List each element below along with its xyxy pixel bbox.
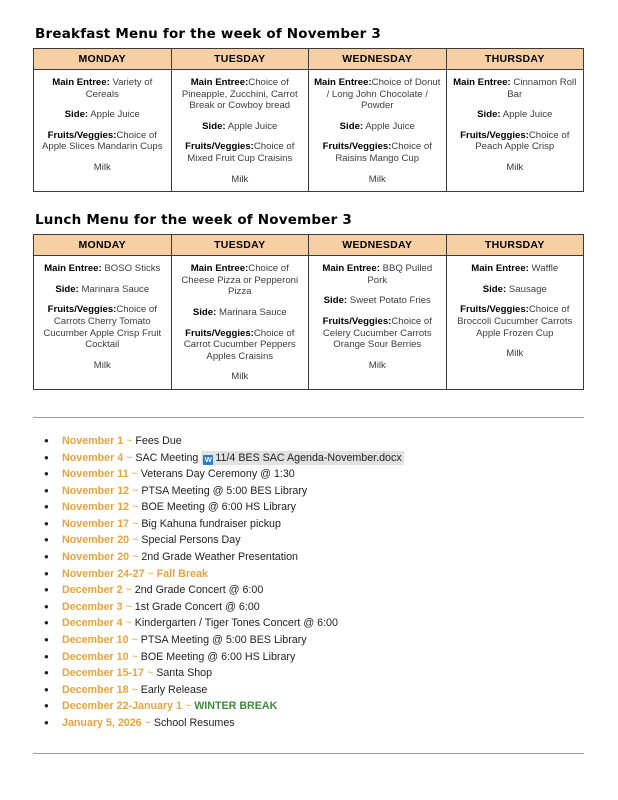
fruits-veggies-block — [451, 304, 580, 339]
entree-block — [176, 77, 305, 112]
entree-value: Waffle — [528, 263, 559, 275]
entree-value: Choice of Donut / Long John Chocolate / Powder — [326, 77, 441, 112]
fruits-veggies-value: Choice of Mixed Fruit Cup Craisins — [187, 141, 295, 164]
fruits-veggies-label: Fruits/Veggies: — [460, 129, 529, 141]
entree-label: Main Entree: — [322, 263, 380, 275]
event-description: Fees Due — [135, 434, 182, 447]
side-block — [38, 284, 167, 296]
milk-value: Milk — [368, 173, 386, 185]
event-item — [33, 715, 588, 732]
side-label: Side: — [202, 120, 226, 132]
event-description: PTSA Meeting @ 5:00 BES Library — [140, 634, 307, 647]
entree-block — [38, 263, 167, 275]
fruits-veggies-value: Choice of Celery Cucumber Carrots Orange Sour Berries — [322, 315, 432, 351]
event-description: PTSA Meeting @ 5:00 BES Library — [141, 484, 308, 497]
milk-value: Milk — [93, 359, 111, 371]
divider-bottom — [33, 753, 584, 754]
breakfast-col-tuesday: TUESDAY — [171, 49, 309, 70]
entree-block — [451, 77, 580, 100]
side-label: Side: — [482, 283, 507, 295]
event-separator: ~ — [128, 683, 141, 696]
event-description: Early Release — [140, 683, 208, 696]
fruits-veggies-block — [176, 141, 305, 164]
event-item — [33, 698, 588, 715]
event-date: January 5, 2026 — [62, 717, 142, 729]
breakfast-col-wednesday: WEDNESDAY — [309, 49, 447, 70]
event-separator: ~ — [129, 484, 142, 497]
fruits-veggies-value: Choice of Raisins Mango Cup — [335, 141, 432, 164]
fruits-veggies-label: Fruits/Veggies: — [185, 327, 254, 339]
side-block — [313, 295, 442, 307]
side-value: Sausage — [506, 283, 547, 295]
fruits-veggies-label: Fruits/Veggies: — [322, 141, 392, 153]
side-block — [313, 121, 442, 133]
event-date: November 20 — [62, 551, 130, 564]
event-date: December 3 — [62, 600, 123, 613]
event-description: Veterans Day Ceremony @ 1:30 — [140, 468, 295, 481]
entree-value: BOSO Sticks — [101, 263, 161, 275]
fruits-veggies-label: Fruits/Veggies: — [47, 129, 117, 141]
entree-label: Main Entree: — [453, 77, 511, 88]
event-date: November 12 — [62, 501, 130, 514]
side-value: Marinara Sauce — [216, 306, 287, 318]
lunch-header-row — [34, 235, 584, 256]
event-item — [33, 582, 588, 599]
lunch-cell-tuesday — [171, 256, 309, 390]
event-description: Santa Shop — [156, 667, 213, 680]
fruits-veggies-value: Choice of Apple Slices Mandarin Cups — [41, 129, 163, 153]
entree-label: Main Entree: — [52, 77, 110, 88]
side-block — [176, 307, 305, 319]
breakfast-heading: Breakfast Menu for the week of November 3 — [35, 26, 381, 42]
event-separator: ~ — [123, 451, 136, 464]
side-label: Side: — [55, 283, 79, 295]
side-label: Side: — [64, 109, 89, 121]
event-description: Big Kahuna fundraiser pickup — [141, 517, 281, 530]
event-item — [33, 532, 588, 549]
breakfast-cell-thursday — [446, 70, 584, 192]
event-separator: ~ — [129, 551, 142, 564]
breakfast-section — [33, 26, 588, 192]
word-doc-icon: W — [204, 454, 212, 464]
event-separator: ~ — [128, 634, 141, 647]
lunch-col-monday: MONDAY — [34, 235, 172, 256]
fruits-veggies-value: Choice of Carrots Cherry Tomato Cucumber Apple Crisp Fruit Cocktail — [43, 304, 162, 351]
event-description: Kindergarten / Tiger Tones Concert @ 6:00 — [134, 617, 338, 630]
event-description: SAC Meeting — [135, 451, 199, 464]
event-description: BOE Meeting @ 6:00 HS Library — [141, 501, 296, 514]
event-date: November 1 — [62, 434, 124, 447]
side-label: Side: — [323, 295, 348, 307]
event-description: WINTER BREAK — [194, 700, 278, 713]
event-item — [33, 433, 588, 450]
event-separator: ~ — [129, 534, 142, 547]
event-description: 2nd Grade Weather Presentation — [141, 551, 298, 564]
entree-value: BBQ Pulled Pork — [367, 263, 433, 286]
breakfast-body-row — [34, 70, 584, 192]
event-separator: ~ — [128, 650, 141, 663]
event-item — [33, 649, 588, 666]
event-item — [33, 499, 588, 516]
event-separator: ~ — [129, 501, 142, 514]
event-description: 2nd Grade Concert @ 6:00 — [134, 584, 264, 597]
fruits-veggies-label: Fruits/Veggies: — [322, 315, 392, 327]
attachment-filename[interactable]: 11/4 BES SAC Agenda-November.docx — [215, 451, 402, 464]
entree-label: Main Entree: — [190, 263, 249, 275]
breakfast-cell-wednesday — [309, 70, 447, 192]
lunch-col-tuesday: TUESDAY — [171, 235, 309, 256]
fruits-veggies-block — [451, 130, 580, 153]
entree-value: Choice of Cheese Pizza or Pepperoni Pizza — [181, 263, 299, 298]
event-item — [33, 632, 588, 649]
entree-value: Variety of Cereals — [85, 77, 153, 100]
event-separator: ~ — [123, 434, 136, 447]
lunch-menu-table — [33, 234, 584, 390]
lunch-col-thursday: THURSDAY — [446, 235, 584, 256]
milk-value: Milk — [93, 161, 111, 173]
side-block — [451, 109, 580, 121]
event-item — [33, 682, 588, 699]
fruits-veggies-value: Choice of Carrot Cucumber Peppers Apples Craisins — [183, 327, 296, 362]
event-date: December 4 — [62, 617, 123, 630]
entree-label: Main Entree: — [314, 77, 372, 88]
event-separator: ~ — [144, 667, 157, 680]
milk-value: Milk — [231, 371, 249, 383]
event-date: November 20 — [62, 534, 130, 547]
event-separator: ~ — [122, 600, 135, 613]
event-date: November 17 — [62, 517, 130, 530]
side-label: Side: — [477, 109, 501, 121]
entree-block — [451, 263, 580, 275]
entree-value: Cinnamon Roll Bar — [507, 77, 577, 100]
event-item — [33, 566, 588, 583]
event-date: November 24-27 — [62, 567, 145, 580]
entree-block — [313, 77, 442, 112]
event-item — [33, 466, 588, 483]
side-label: Side: — [192, 306, 217, 318]
fruits-veggies-value: Choice of Peach Apple Crisp — [475, 129, 570, 153]
breakfast-header-row — [34, 49, 584, 70]
entree-label: Main Entree: — [471, 263, 529, 275]
fruits-veggies-block — [313, 316, 442, 351]
side-value: Apple Juice — [88, 109, 140, 121]
entree-label: Main Entree: — [190, 77, 249, 88]
breakfast-cell-tuesday — [171, 70, 309, 192]
event-date: December 10 — [62, 634, 129, 647]
side-block — [451, 284, 580, 296]
events-list — [33, 433, 588, 732]
event-separator: ~ — [144, 567, 157, 580]
milk-value: Milk — [368, 359, 386, 371]
fruits-veggies-block — [38, 130, 167, 153]
fruits-veggies-block — [38, 304, 167, 350]
side-value: Apple Juice — [500, 109, 553, 121]
event-separator: ~ — [122, 584, 135, 597]
side-value: Sweet Potato Fries — [347, 295, 431, 307]
lunch-cell-wednesday — [309, 256, 447, 390]
event-item — [33, 450, 588, 467]
event-date: December 18 — [62, 683, 129, 696]
side-label: Side: — [339, 120, 364, 132]
entree-block — [38, 77, 167, 100]
fruits-veggies-block — [313, 141, 442, 164]
divider-top — [33, 417, 584, 418]
event-item — [33, 483, 588, 500]
event-item — [33, 549, 588, 566]
lunch-cell-monday — [34, 256, 172, 390]
event-date: December 15-17 — [62, 667, 144, 680]
entree-label: Main Entree: — [44, 263, 102, 275]
event-date: November 11 — [62, 468, 129, 481]
lunch-heading: Lunch Menu for the week of November 3 — [35, 212, 352, 229]
event-description: School Resumes — [153, 717, 235, 729]
event-date: December 10 — [62, 650, 129, 663]
event-separator: ~ — [122, 617, 135, 630]
side-value: Apple Juice — [225, 120, 278, 132]
lunch-section — [33, 212, 588, 390]
fruits-veggies-block — [176, 328, 305, 363]
milk-value: Milk — [506, 161, 524, 173]
event-date: December 22-January 1 — [62, 700, 183, 713]
milk-value: Milk — [506, 348, 524, 360]
breakfast-col-thursday: THURSDAY — [446, 49, 584, 70]
side-block — [38, 109, 167, 121]
event-description: 1st Grade Concert @ 6:00 — [134, 600, 260, 613]
event-item — [33, 615, 588, 632]
event-item — [33, 516, 588, 533]
entree-block — [176, 263, 305, 298]
event-date: November 12 — [62, 484, 130, 497]
event-separator: ~ — [128, 468, 141, 481]
fruits-veggies-label: Fruits/Veggies: — [460, 304, 529, 316]
event-separator: ~ — [129, 517, 142, 530]
breakfast-cell-monday — [34, 70, 172, 192]
event-description: Special Persons Day — [141, 534, 241, 547]
event-date: December 2 — [62, 584, 123, 597]
breakfast-menu-table — [33, 48, 584, 192]
event-date: November 4 — [62, 451, 124, 464]
lunch-cell-thursday — [446, 256, 584, 390]
event-description: BOE Meeting @ 6:00 HS Library — [140, 650, 296, 663]
event-item — [33, 599, 588, 616]
entree-block — [313, 263, 442, 286]
fruits-veggies-value: Choice of Broccoli Cucumber Carrots Apple Frozen Cup — [457, 304, 573, 339]
side-value: Marinara Sauce — [78, 283, 150, 295]
entree-value: Choice of Pineapple, Zucchini, Carrot Break or Cowboy bread — [181, 77, 298, 112]
fruits-veggies-label: Fruits/Veggies: — [47, 304, 117, 316]
event-description: Fall Break — [156, 567, 208, 580]
fruits-veggies-label: Fruits/Veggies: — [185, 141, 254, 153]
breakfast-col-monday: MONDAY — [34, 49, 172, 70]
lunch-col-wednesday: WEDNESDAY — [309, 235, 447, 256]
attachment-link[interactable] — [201, 451, 403, 465]
side-block — [176, 121, 305, 133]
side-value: Apple Juice — [363, 120, 415, 132]
lunch-body-row — [34, 256, 584, 390]
event-item — [33, 665, 588, 682]
event-separator: ~ — [182, 700, 195, 713]
milk-value: Milk — [231, 173, 249, 185]
event-separator: ~ — [141, 717, 154, 729]
